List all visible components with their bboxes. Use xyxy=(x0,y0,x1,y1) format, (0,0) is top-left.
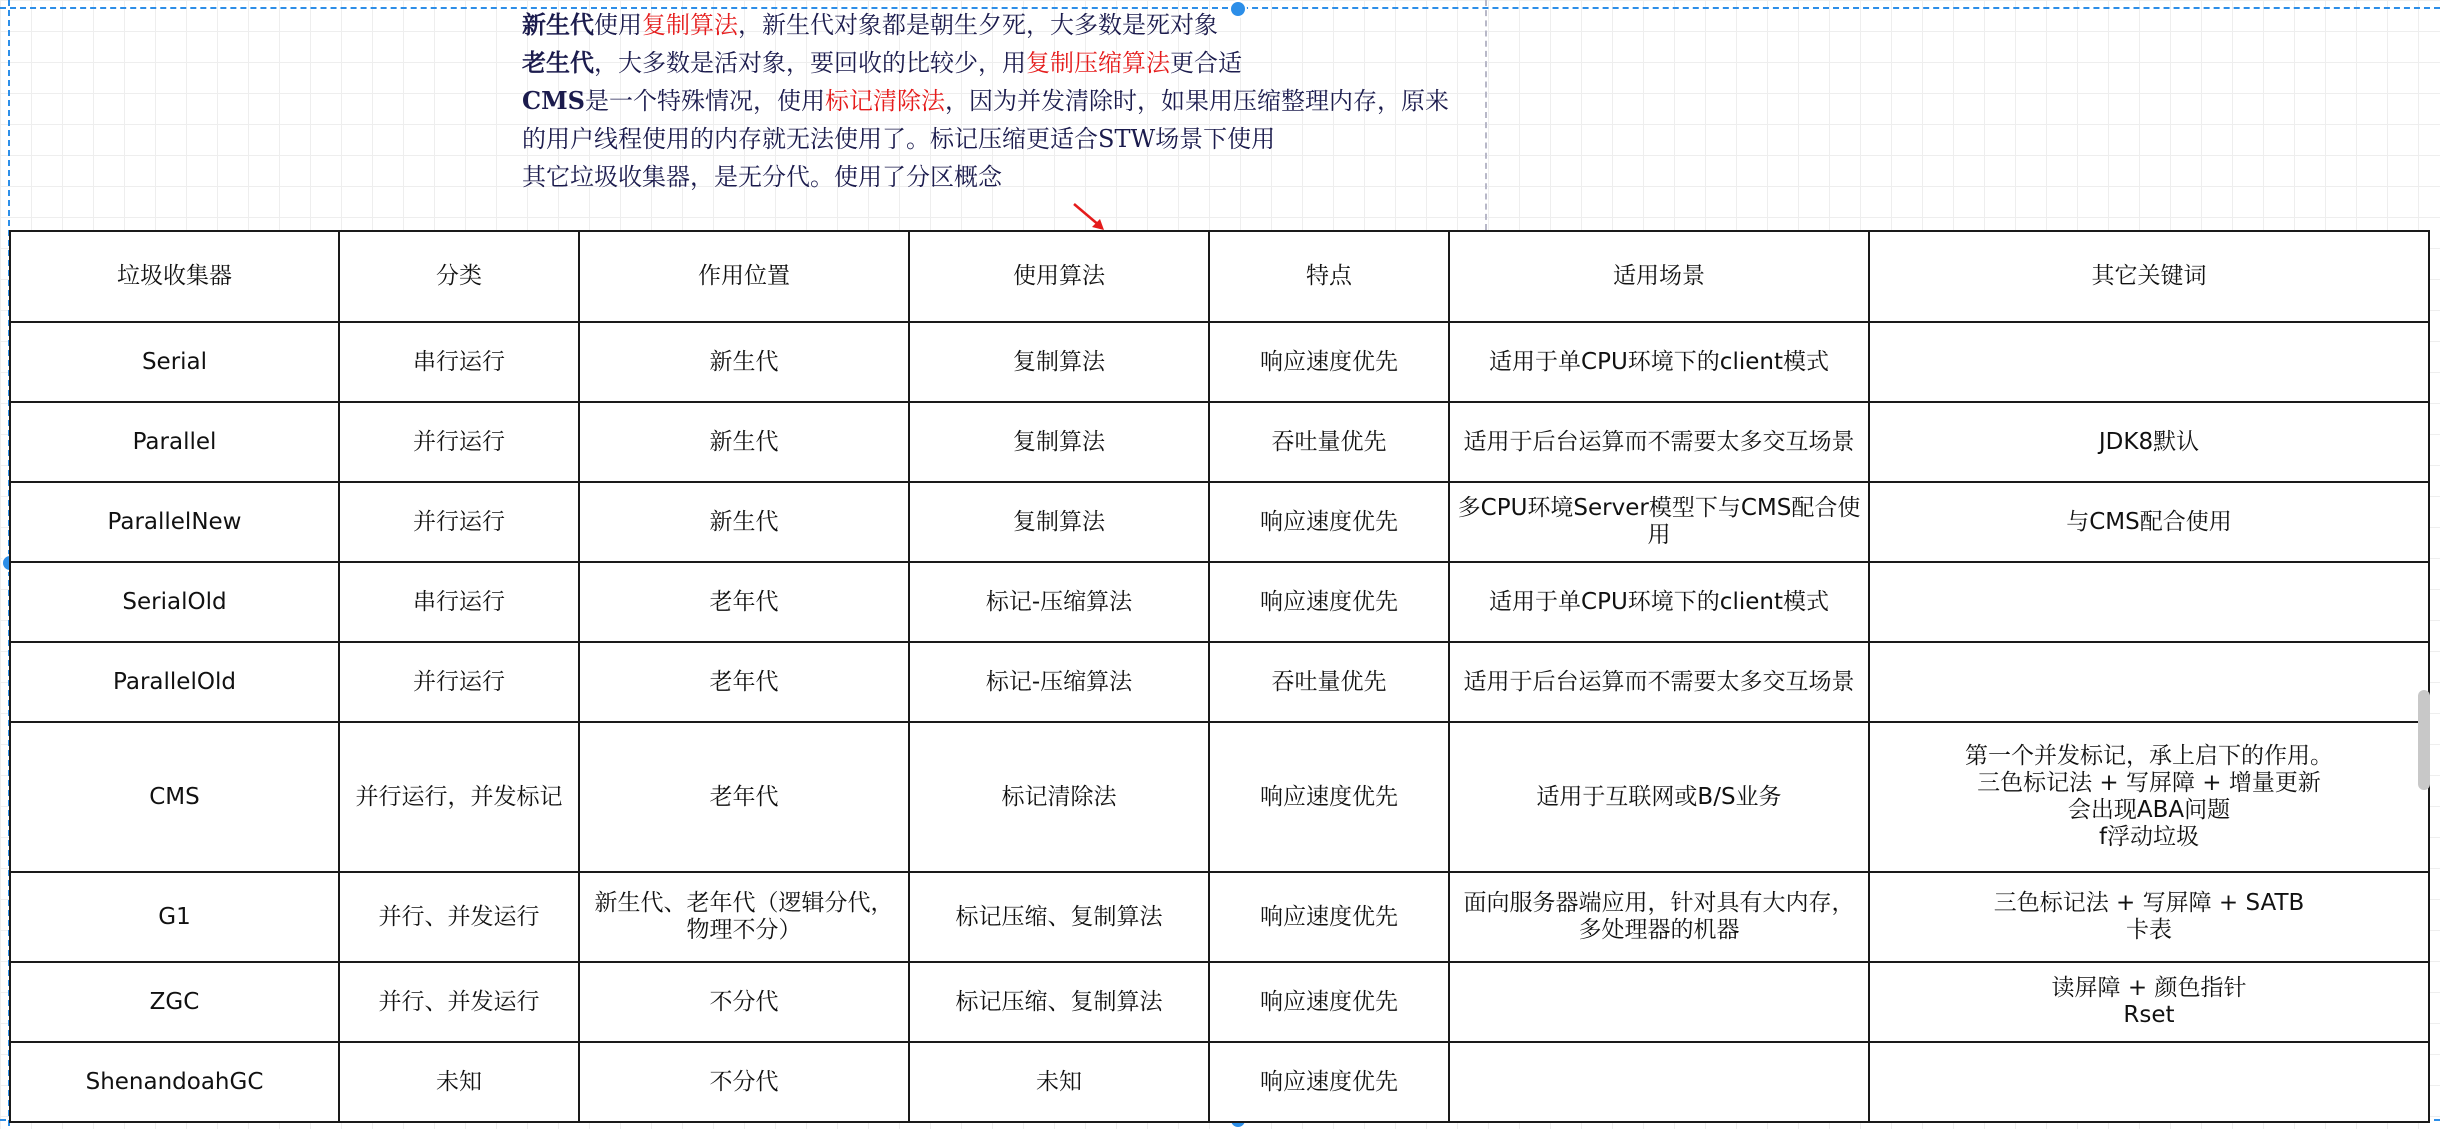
table-cell: 三色标记法 + 写屏障 + SATB 卡表 xyxy=(1869,872,2429,962)
table-cell: 响应速度优先 xyxy=(1209,722,1449,872)
note-line-1: 新生代使用复制算法，新生代对象都是朝生夕死，大多数是死对象 xyxy=(522,10,1218,39)
table-row xyxy=(10,322,2429,402)
table-cell: 标记-压缩算法 xyxy=(909,642,1209,722)
table-cell: 新生代 xyxy=(579,482,909,562)
table-cell: 多CPU环境Server模型下与CMS配合使 用 xyxy=(1449,482,1869,562)
header-cell: 其它关键词 xyxy=(1869,231,2429,322)
table-cell: 并行、并发运行 xyxy=(339,962,579,1042)
note-line-3: CMS是一个特殊情况，使用标记清除法，因为并发清除时，如果用压缩整理内存，原来 xyxy=(522,86,1449,115)
table-cell: 响应速度优先 xyxy=(1209,1042,1449,1122)
table-cell: 响应速度优先 xyxy=(1209,482,1449,562)
table-cell: G1 xyxy=(10,872,339,962)
table-cell xyxy=(1869,562,2429,642)
table-cell xyxy=(1869,322,2429,402)
table-cell: 标记清除法 xyxy=(909,722,1209,872)
table-cell: 适用于单CPU环境下的client模式 xyxy=(1449,562,1869,642)
table-cell: ShenandoahGC xyxy=(10,1042,339,1122)
note-line-2: 老生代，大多数是活对象，要回收的比较少，用复制压缩算法更合适 xyxy=(522,48,1242,77)
table-cell xyxy=(1449,1042,1869,1122)
header-cell: 作用位置 xyxy=(579,231,909,322)
table-cell: 新生代 xyxy=(579,402,909,482)
header-cell: 适用场景 xyxy=(1449,231,1869,322)
table-row xyxy=(10,722,2429,872)
vertical-scrollbar[interactable] xyxy=(2418,690,2430,790)
table-cell: 并行运行 xyxy=(339,402,579,482)
table-row xyxy=(10,482,2429,562)
table-row xyxy=(10,642,2429,722)
table-cell: 第一个并发标记，承上启下的作用。 三色标记法 + 写屏障 + 增量更新 会出现ABA问题 f浮动垃圾 xyxy=(1869,722,2429,872)
table-cell: 不分代 xyxy=(579,1042,909,1122)
table-cell: 适用于后台运算而不需要太多交互场景 xyxy=(1449,642,1869,722)
table-cell xyxy=(1869,642,2429,722)
table-cell: 老年代 xyxy=(579,722,909,872)
table-cell: 适用于互联网或B/S业务 xyxy=(1449,722,1869,872)
table-cell: 并行运行 xyxy=(339,482,579,562)
red-arrow-icon xyxy=(1070,200,1110,234)
annotation-text[interactable] xyxy=(522,6,1522,196)
table-cell: 复制算法 xyxy=(909,482,1209,562)
note-line-4: 的用户线程使用的内存就无法使用了。标记压缩更适合STW场景下使用 xyxy=(522,125,1276,153)
table-cell: 复制算法 xyxy=(909,402,1209,482)
table-cell: 吞吐量优先 xyxy=(1209,402,1449,482)
table-cell: 老年代 xyxy=(579,562,909,642)
header-cell: 特点 xyxy=(1209,231,1449,322)
table-cell: 串行运行 xyxy=(339,562,579,642)
table-cell: 与CMS配合使用 xyxy=(1869,482,2429,562)
table-row xyxy=(10,962,2429,1042)
table-header-row xyxy=(10,231,2429,322)
table-cell: CMS xyxy=(10,722,339,872)
table-cell: 并行运行 xyxy=(339,642,579,722)
table-row xyxy=(10,562,2429,642)
table-cell: 响应速度优先 xyxy=(1209,562,1449,642)
table-cell: Serial xyxy=(10,322,339,402)
table-cell: ParallelOld xyxy=(10,642,339,722)
table-cell: 未知 xyxy=(339,1042,579,1122)
gc-comparison-table[interactable] xyxy=(9,230,2430,1123)
note-line-5: 其它垃圾收集器，是无分代。使用了分区概念 xyxy=(522,163,1002,191)
table-cell: ZGC xyxy=(10,962,339,1042)
table-cell xyxy=(1869,1042,2429,1122)
table-cell: 新生代、老年代（逻辑分代， 物理不分） xyxy=(579,872,909,962)
table-cell: 标记压缩、复制算法 xyxy=(909,872,1209,962)
table-cell: 响应速度优先 xyxy=(1209,872,1449,962)
table-row xyxy=(10,1042,2429,1122)
table-cell: 串行运行 xyxy=(339,322,579,402)
table-cell: 并行、并发运行 xyxy=(339,872,579,962)
table-cell: JDK8默认 xyxy=(1869,402,2429,482)
table-cell: 适用于后台运算而不需要太多交互场景 xyxy=(1449,402,1869,482)
table-cell: 复制算法 xyxy=(909,322,1209,402)
table-cell: 并行运行，并发标记 xyxy=(339,722,579,872)
table-cell: 老年代 xyxy=(579,642,909,722)
table-cell: 标记-压缩算法 xyxy=(909,562,1209,642)
selection-border-top xyxy=(0,7,2440,9)
table-cell: 不分代 xyxy=(579,962,909,1042)
header-cell: 分类 xyxy=(339,231,579,322)
table-cell: 读屏障 + 颜色指针 Rset xyxy=(1869,962,2429,1042)
header-cell: 垃圾收集器 xyxy=(10,231,339,322)
header-cell: 使用算法 xyxy=(909,231,1209,322)
table-cell: 未知 xyxy=(909,1042,1209,1122)
table-cell xyxy=(1449,962,1869,1042)
table-cell: 适用于单CPU环境下的client模式 xyxy=(1449,322,1869,402)
table-cell: 响应速度优先 xyxy=(1209,322,1449,402)
table-row xyxy=(10,872,2429,962)
resize-handle-top[interactable] xyxy=(1229,0,1247,18)
table-cell: ParallelNew xyxy=(10,482,339,562)
alignment-guide xyxy=(1485,0,1487,230)
table-row xyxy=(10,402,2429,482)
table-cell: 响应速度优先 xyxy=(1209,962,1449,1042)
table-cell: 标记压缩、复制算法 xyxy=(909,962,1209,1042)
table-cell: Parallel xyxy=(10,402,339,482)
table-cell: SerialOld xyxy=(10,562,339,642)
table-cell: 吞吐量优先 xyxy=(1209,642,1449,722)
table-cell: 面向服务器端应用，针对具有大内存， 多处理器的机器 xyxy=(1449,872,1869,962)
table-cell: 新生代 xyxy=(579,322,909,402)
